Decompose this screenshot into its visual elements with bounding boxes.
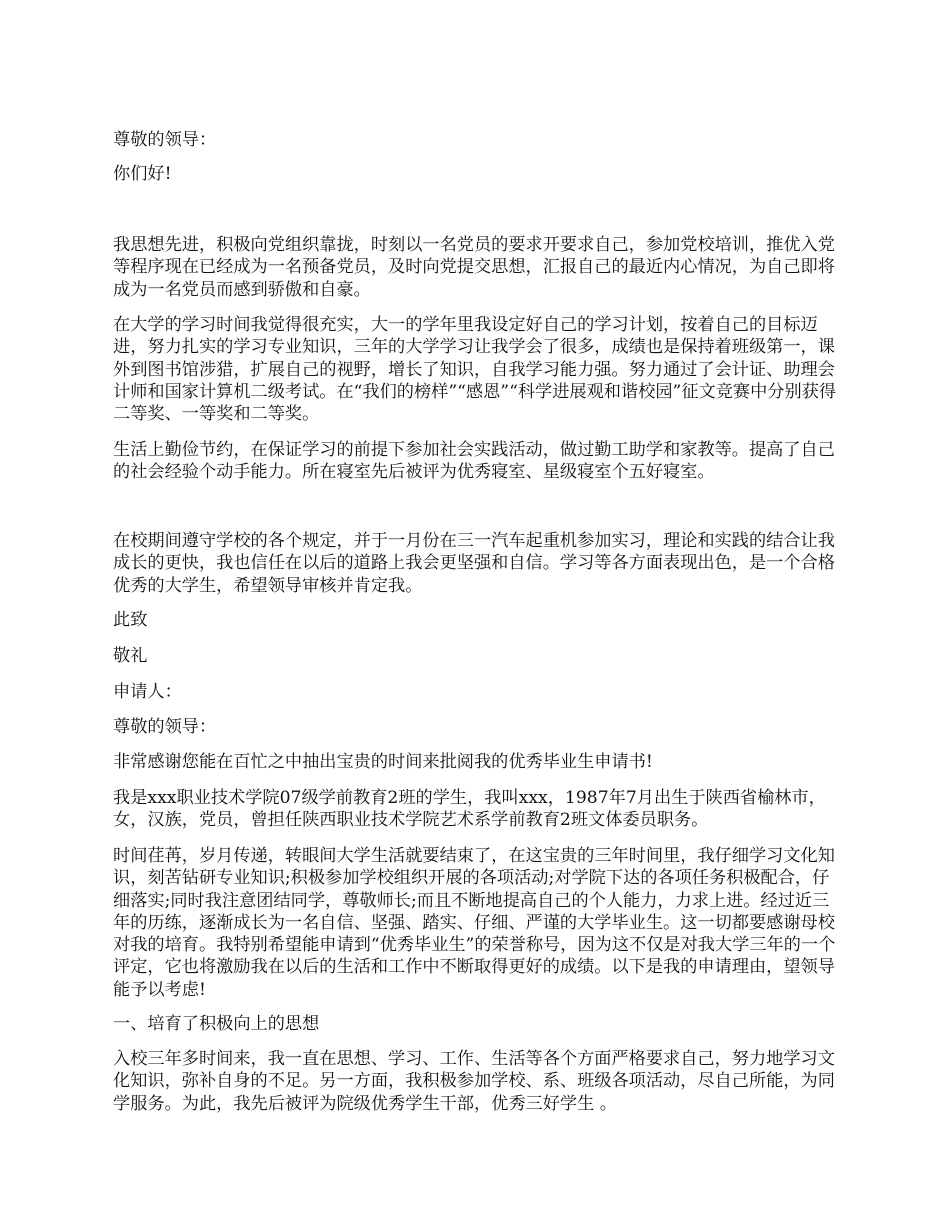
paragraph-political: 我思想先进，积极向党组织靠拢，时刻以一名党员的要求开要求自己，参加党校培训，推优入党等程序现在已经成为一名预备党员，及时向党提交思想，汇报自己的最近内心情况，为自己即将成为一名党员而感到骄傲和自豪。 (113, 235, 835, 300)
paragraph-intro: 我是xxx职业技术学院07级学前教育2班的学生，我叫xxx，1987年7月出生于陕西省榆林市，女，汉族，党员，曾担任陕西职业技术学院艺术系学前教育2班文体委员职务。 (113, 788, 826, 831)
section-heading-thought: 一、培育了积极向上的思想 (113, 1014, 320, 1034)
closing-jingli: 敬礼 (113, 646, 148, 666)
paragraph-life: 生活上勤俭节约，在保证学习的前提下参加社会实践活动，做过勤工助学和家教等。提高了自己的社会经验个动手能力。所在寝室先后被评为优秀寝室、星级寝室个五好寝室。 (113, 440, 835, 483)
closing-cizhi: 此致 (113, 610, 148, 630)
paragraph-reflection: 时间荏苒，岁月传递，转眼间大学生活就要结束了，在这宝贵的三年时间里，我仔细学习文化知识，刻苦钻研专业知识;积极参加学校组织开展的各项活动;对学院下达的各项任务积极配合，仔细落实;同时我注意团结同学，尊敬师长;而且不断地提高自己的个人能力，力求上进。经过近三年的历练，逐渐成长为一名自信、坚强、踏实、仔细、严谨的大学毕业生。这一切都要感谢母校对我的培育。我特别希望能申请到“优秀毕业生”的荣誉称号，因为这不仅是对我大学三年的一个评定，它也将激励我在以后的生活和工作中不断取得更好的成绩。以下是我的申请理由，望领导能予以考虑! (113, 846, 836, 1000)
greeting: 你们好! (113, 164, 172, 184)
paragraph-thanks: 非常感谢您能在百忙之中抽出宝贵的时间来批阅我的优秀毕业生申请书! (113, 752, 653, 772)
applicant-label: 申请人： (113, 682, 182, 702)
paragraph-school-period: 在校期间遵守学校的各个规定，并于一月份在三一汽车起重机参加实习，理论和实践的结合让我成长的更快，我也信任在以后的道路上我会更坚强和自信。学习等各方面表现出色，是一个合格优秀的大学生，希望领导审核并肯定我。 (113, 531, 835, 596)
salutation: 尊敬的领导： (113, 130, 217, 150)
paragraph-thought: 入校三年多时间来，我一直在思想、学习、工作、生活等各个方面严格要求自己，努力地学习文化知识，弥补自身的不足。另一方面，我积极参加学校、系、班级各项活动，尽自己所能，为同学服务。为此，我先后被评为院级优秀学生干部，优秀三好学生 。 (113, 1049, 835, 1114)
salutation-second: 尊敬的领导： (113, 717, 217, 737)
paragraph-study: 在大学的学习时间我觉得很充实，大一的学年里我设定好自己的学习计划，按着自己的目标迈进，努力扎实的学习专业知识，三年的大学学习让我学会了很多，成绩也是保持着班级第一，课外到图书馆涉猎，扩展自己的视野，增长了知识，自我学习能力强。努力通过了会计证、助理会计师和国家计算机二级考试。在“我们的榜样”“感恩”“科学进展观和谐校园”征文竞赛中分别获得二等奖、一等奖和二等奖。 (113, 315, 837, 425)
